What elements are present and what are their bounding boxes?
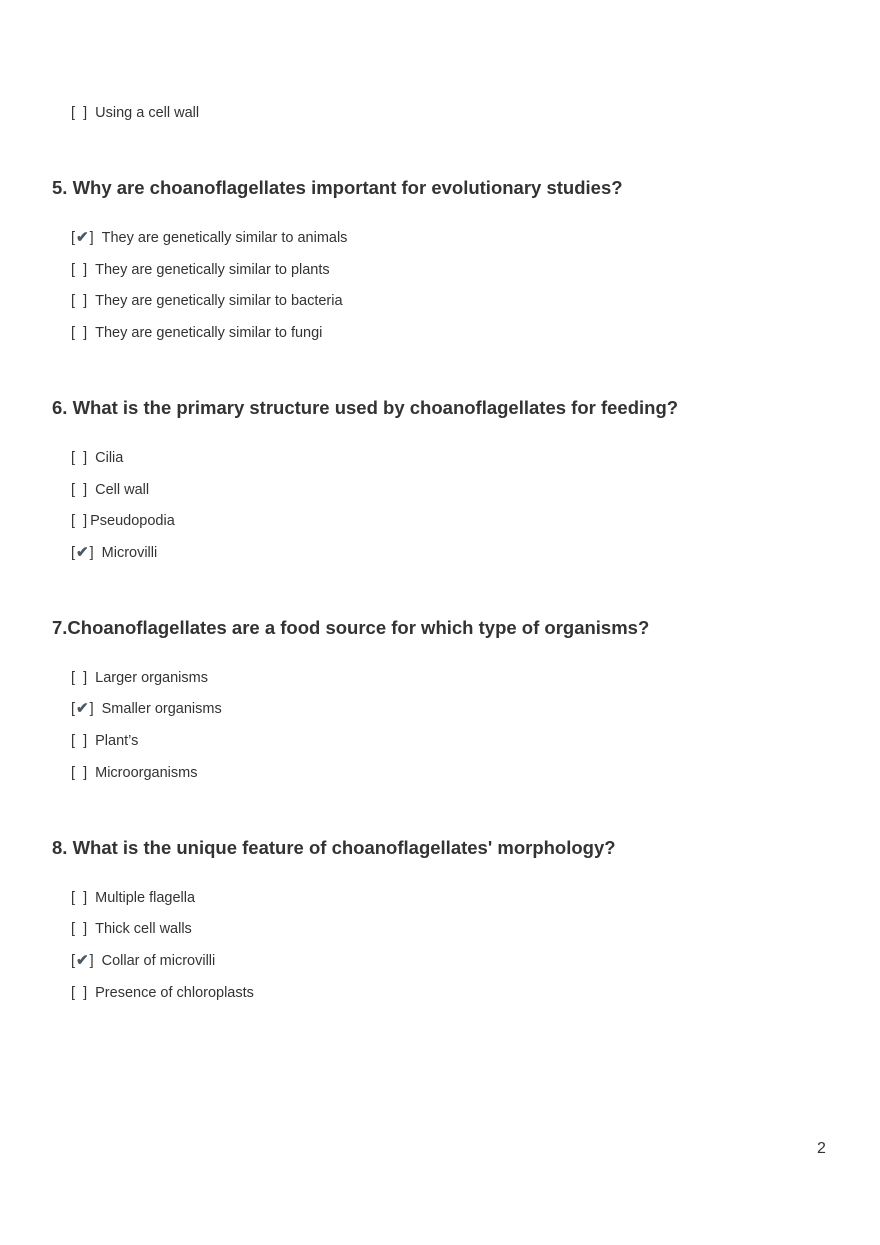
option-label: They are genetically similar to animals xyxy=(101,230,348,246)
box-bracket: [ xyxy=(71,230,76,246)
checked-checkbox[interactable] xyxy=(71,229,94,247)
option-item[interactable] xyxy=(71,104,199,122)
empty-checkbox[interactable]: [ ] xyxy=(71,513,88,529)
option-label: They are genetically similar to bacteria xyxy=(95,293,343,309)
option-item[interactable] xyxy=(71,764,197,782)
box-bracket: ] xyxy=(89,545,94,561)
empty-checkbox[interactable]: [ ] xyxy=(71,325,88,341)
option-item[interactable] xyxy=(71,229,347,247)
option-label: Larger organisms xyxy=(95,670,208,686)
option-item[interactable] xyxy=(71,952,215,970)
option-label: Presence of chloroplasts xyxy=(95,985,254,1001)
option-label: Collar of microvilli xyxy=(101,953,216,969)
option-label: Microvilli xyxy=(101,545,158,561)
option-item[interactable] xyxy=(71,889,195,907)
page-number: 2 xyxy=(817,1140,826,1157)
box-bracket: ] xyxy=(89,701,94,717)
checked-checkbox[interactable] xyxy=(71,952,94,970)
question-6-title: 6. What is the primary structure used by choanoflagellates for feeding? xyxy=(52,397,679,418)
checkmark-icon: ✔ xyxy=(76,229,89,246)
option-label: Pseudopodia xyxy=(90,513,175,529)
option-item[interactable] xyxy=(71,700,222,718)
box-bracket: [ xyxy=(71,701,76,717)
checked-checkbox[interactable] xyxy=(71,700,94,718)
option-label: Plant’s xyxy=(95,733,139,749)
option-item[interactable] xyxy=(71,324,322,342)
question-5-title: 5. Why are choanoflagellates important for evolutionary studies? xyxy=(52,177,623,198)
option-item[interactable] xyxy=(71,669,208,687)
box-bracket: ] xyxy=(89,953,94,969)
option-label: Cilia xyxy=(95,450,124,466)
option-item[interactable] xyxy=(71,732,138,750)
checkmark-icon: ✔ xyxy=(76,952,89,969)
empty-checkbox[interactable]: [ ] xyxy=(71,733,88,749)
option-item[interactable] xyxy=(71,449,123,467)
empty-checkbox[interactable]: [ ] xyxy=(71,985,88,1001)
option-item[interactable] xyxy=(71,512,175,530)
empty-checkbox[interactable]: [ ] xyxy=(71,450,88,466)
empty-checkbox[interactable]: [ ] xyxy=(71,482,88,498)
empty-checkbox[interactable]: [ ] xyxy=(71,670,88,686)
checked-checkbox[interactable] xyxy=(71,544,94,562)
option-item[interactable] xyxy=(71,481,149,499)
empty-checkbox[interactable]: [ ] xyxy=(71,105,88,121)
question-7-title: 7.Choanoflagellates are a food source for which type of organisms? xyxy=(52,617,650,638)
empty-checkbox[interactable]: [ ] xyxy=(71,921,88,937)
option-label: Smaller organisms xyxy=(101,701,222,717)
checkmark-icon: ✔ xyxy=(76,700,89,717)
option-label: Cell wall xyxy=(95,482,150,498)
box-bracket: [ xyxy=(71,953,76,969)
empty-checkbox[interactable]: [ ] xyxy=(71,765,88,781)
option-item[interactable] xyxy=(71,261,330,279)
box-bracket: [ xyxy=(71,545,76,561)
option-item[interactable] xyxy=(71,984,254,1002)
option-item[interactable] xyxy=(71,292,343,310)
option-label: Thick cell walls xyxy=(95,921,192,937)
option-label: They are genetically similar to fungi xyxy=(95,325,323,341)
option-item[interactable] xyxy=(71,544,157,562)
question-8-title: 8. What is the unique feature of choanoflagellates' morphology? xyxy=(52,837,616,858)
empty-checkbox[interactable]: [ ] xyxy=(71,262,88,278)
option-label: They are genetically similar to plants xyxy=(95,262,330,278)
option-item[interactable] xyxy=(71,920,192,938)
empty-checkbox[interactable]: [ ] xyxy=(71,890,88,906)
checkmark-icon: ✔ xyxy=(76,544,89,561)
option-label: Using a cell wall xyxy=(95,105,200,121)
option-label: Microorganisms xyxy=(95,765,198,781)
box-bracket: ] xyxy=(89,230,94,246)
option-label: Multiple flagella xyxy=(95,890,196,906)
empty-checkbox[interactable]: [ ] xyxy=(71,293,88,309)
